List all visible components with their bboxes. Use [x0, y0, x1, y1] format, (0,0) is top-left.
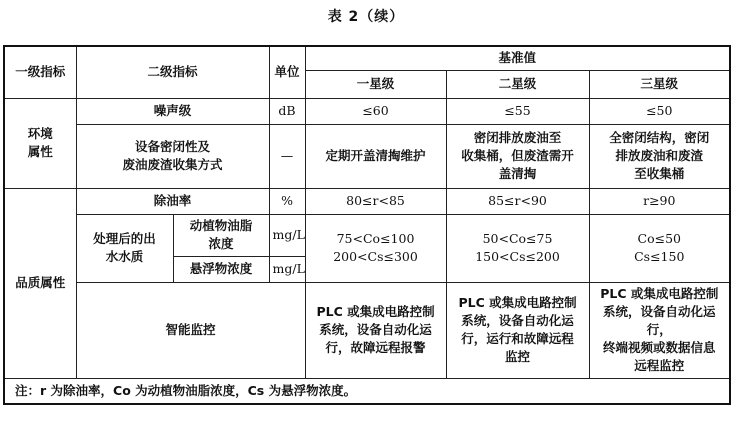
- effluent-name: 处理后的出 水水质: [76, 214, 173, 282]
- header-star3: 三星级: [589, 70, 730, 98]
- removal-star1: 80≤r<85: [305, 188, 446, 214]
- sealing-unit: —: [269, 124, 305, 188]
- noise-star2: ≤55: [446, 98, 589, 124]
- header-baseline: 基准值: [305, 46, 730, 70]
- removal-name: 除油率: [76, 188, 269, 214]
- quality-attribute-label: 品质属性: [4, 188, 76, 378]
- effluent-star1: 75<Co≤100 200<Cs≤300: [305, 214, 446, 282]
- sealing-star2: 密闭排放废油至 收集桶，但废渣需开 盖清掏: [446, 124, 589, 188]
- ss-unit: mg/L: [269, 256, 305, 282]
- row-removal: [4, 188, 730, 214]
- header-unit: 单位: [269, 46, 305, 98]
- noise-unit: dB: [269, 98, 305, 124]
- sealing-star3: 全密闭结构，密闭 排放废油和废渣 至收集桶: [589, 124, 730, 188]
- effluent-star2: 50<Co≤75 150<Cs≤200: [446, 214, 589, 282]
- removal-unit: %: [269, 188, 305, 214]
- row-oil: [4, 214, 730, 256]
- removal-star3: r≥90: [589, 188, 730, 214]
- noise-star3: ≤50: [589, 98, 730, 124]
- monitor-star1: PLC 或集成电路控制 系统，设备自动化运 行，故障远程报警: [305, 282, 446, 378]
- effluent-star3: Co≤50 Cs≤150: [589, 214, 730, 282]
- env-attribute-label: 环境 属性: [4, 98, 76, 188]
- removal-star2: 85≤r<90: [446, 188, 589, 214]
- oil-unit: mg/L: [269, 214, 305, 256]
- monitor-star3: PLC 或集成电路控制 系统，设备自动化运行， 终端视频或数据信息 远程监控: [589, 282, 730, 378]
- ss-name: 悬浮物浓度: [173, 256, 269, 282]
- header-level1: 一级指标: [4, 46, 76, 98]
- table-note: 注：r 为除油率，Co 为动植物油脂浓度，Cs 为悬浮物浓度。: [4, 378, 730, 404]
- header-star2: 二星级: [446, 70, 589, 98]
- noise-star1: ≤60: [305, 98, 446, 124]
- standard-table-container: [3, 45, 731, 405]
- monitor-name: 智能监控: [76, 282, 305, 378]
- table-caption: 表 2（续）: [327, 9, 405, 25]
- header-row-1: [4, 46, 730, 70]
- row-monitor: [4, 282, 730, 378]
- row-sealing: [4, 124, 730, 188]
- monitor-star2: PLC 或集成电路控制 系统，设备自动化运 行，运行和故障远程 监控: [446, 282, 589, 378]
- noise-name: 噪声级: [76, 98, 269, 124]
- sealing-star1: 定期开盖清掏维护: [305, 124, 446, 188]
- standard-table: [3, 45, 731, 405]
- oil-name: 动植物油脂 浓度: [173, 214, 269, 256]
- header-level2: 二级指标: [76, 46, 269, 98]
- row-noise: [4, 98, 730, 124]
- row-note: [4, 378, 730, 404]
- header-star1: 一星级: [305, 70, 446, 98]
- sealing-name: 设备密闭性及 废油废渣收集方式: [76, 124, 269, 188]
